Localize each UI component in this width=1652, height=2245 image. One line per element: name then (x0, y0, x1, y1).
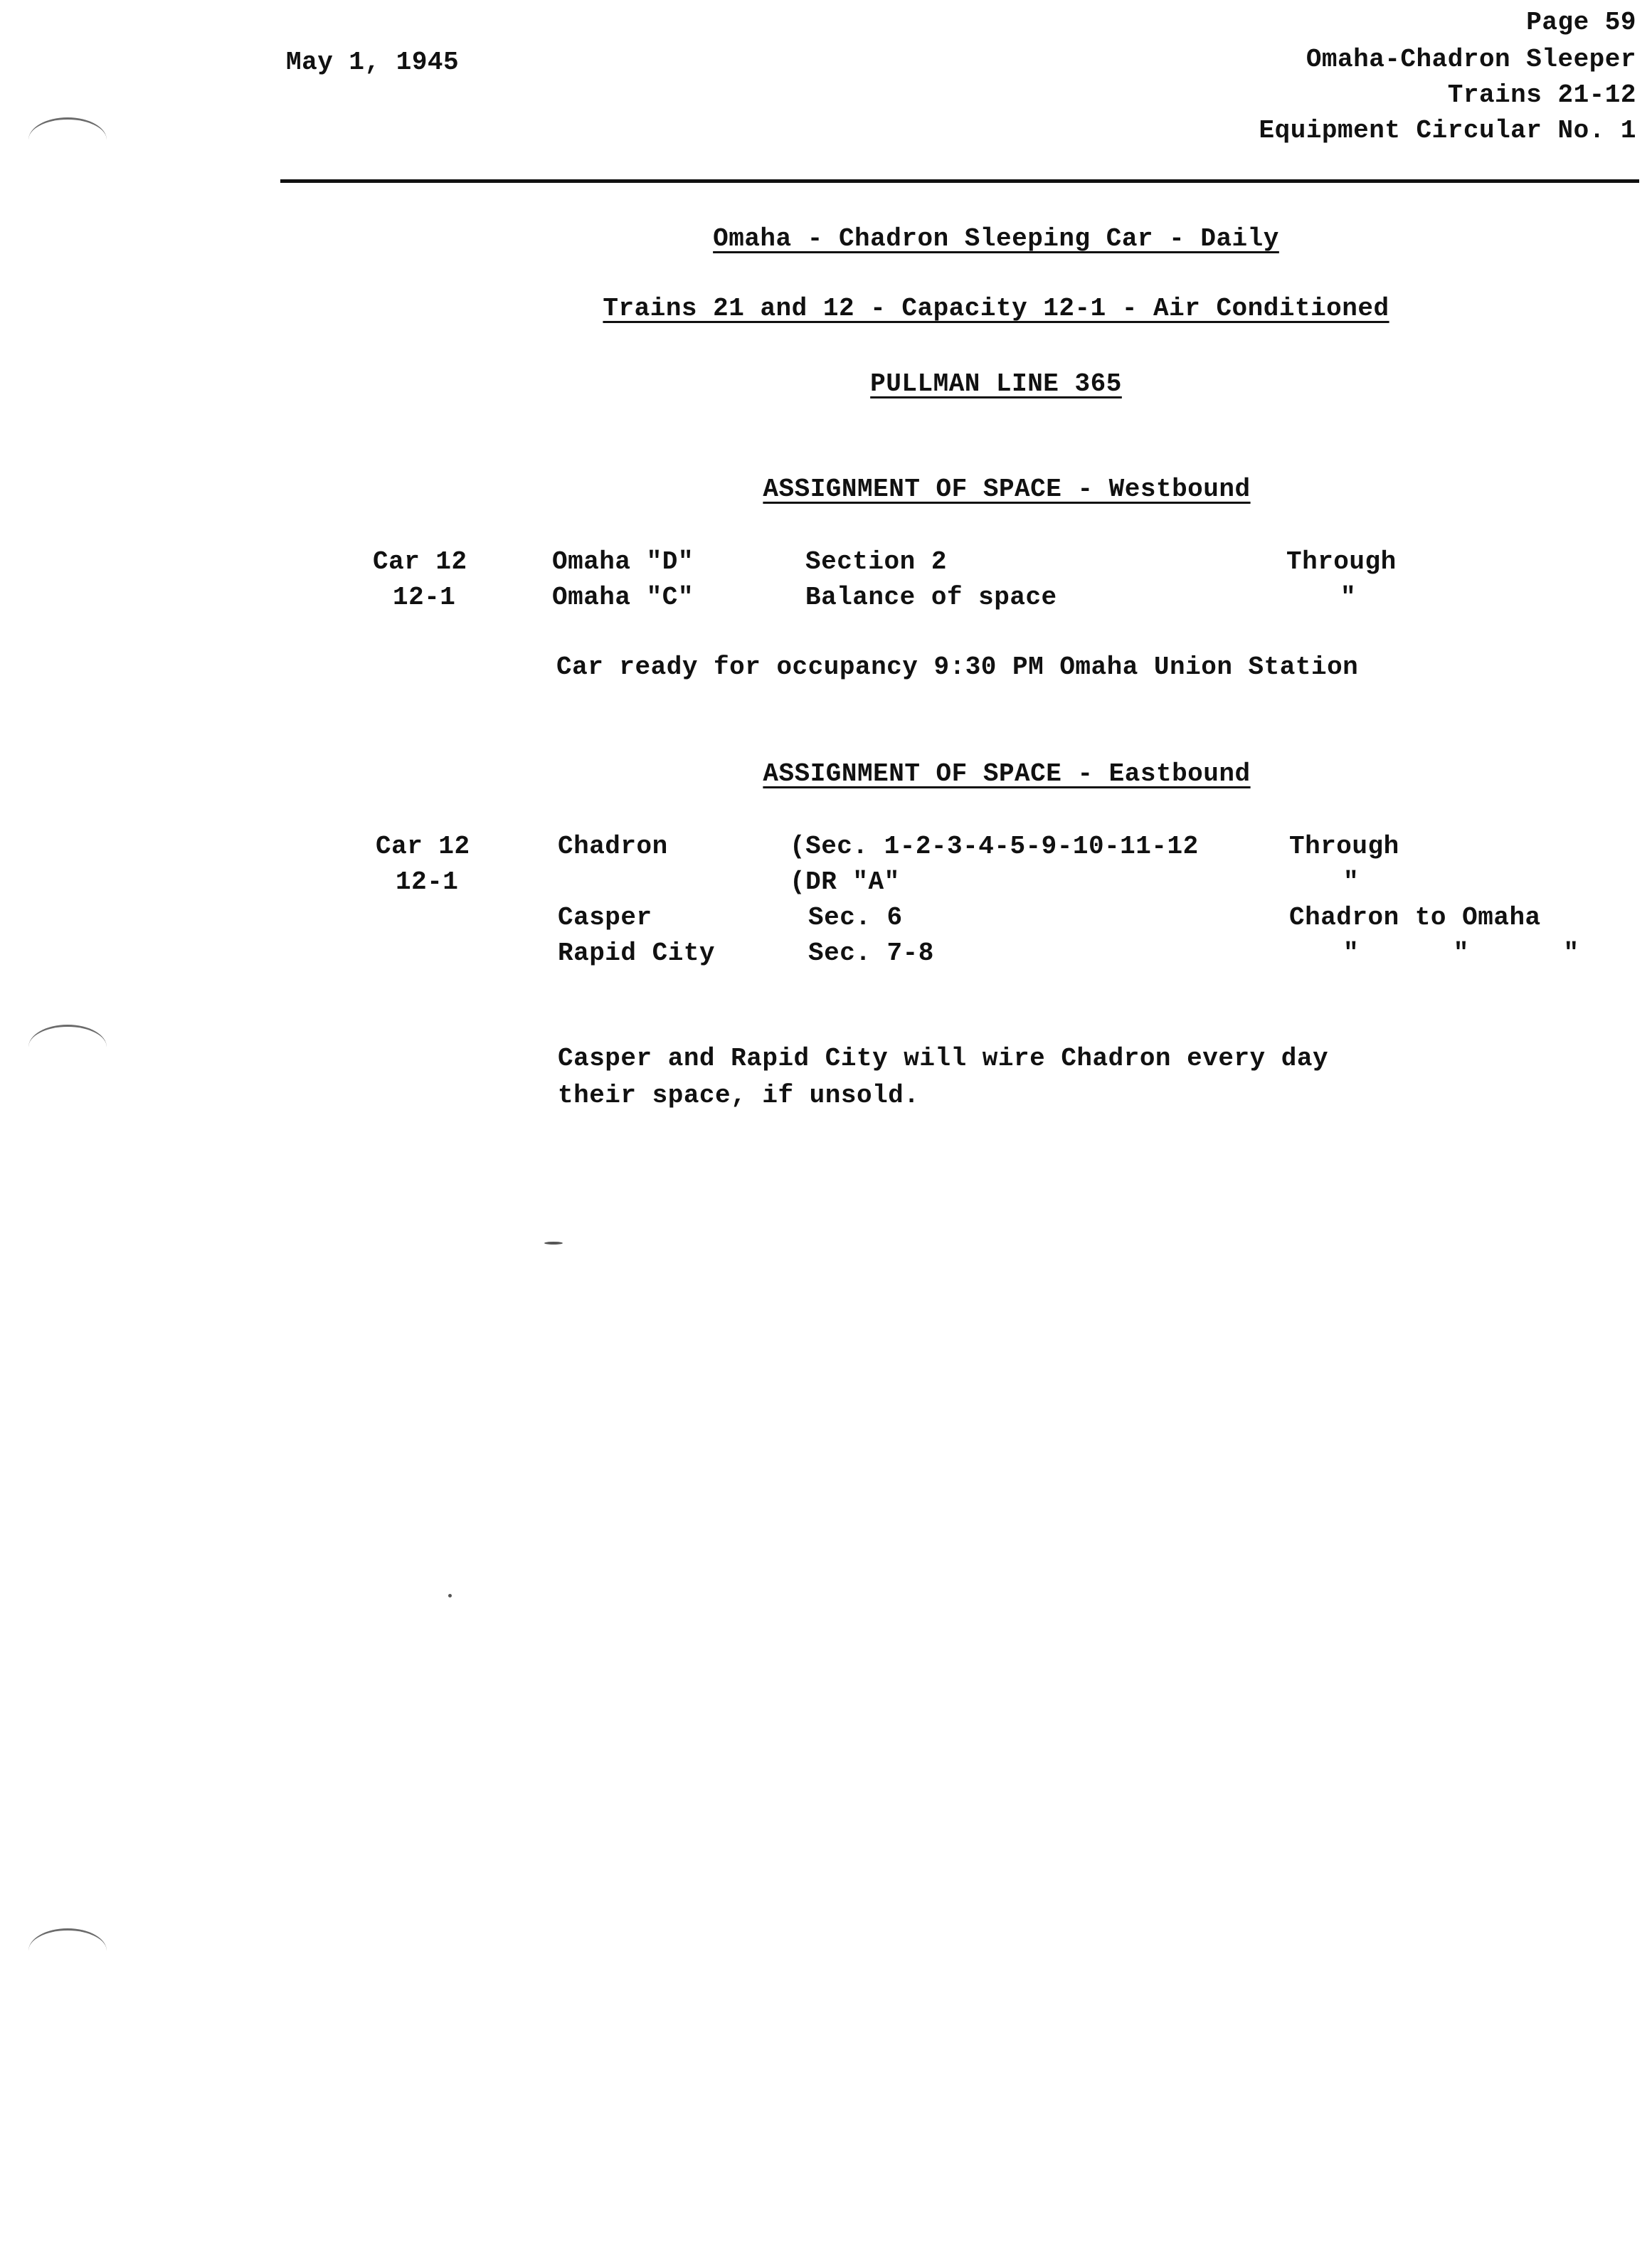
westbound-car-label: Car 12 (373, 547, 467, 576)
eastbound-row-route: Through (1289, 832, 1399, 861)
westbound-row-route: Through (1286, 547, 1397, 576)
westbound-row-route: " (1340, 583, 1357, 612)
westbound-row-space: Balance of space (805, 583, 1057, 612)
westbound-note: Car ready for occupancy 9:30 PM Omaha Union Station (556, 653, 1359, 682)
westbound-heading: ASSIGNMENT OF SPACE - Westbound (763, 475, 1251, 504)
eastbound-row-space: Sec. 7-8 (808, 939, 934, 968)
binder-hole-mark-middle (28, 1025, 107, 1069)
header-rule (280, 179, 1639, 183)
eastbound-row-space: Sec. 6 (808, 903, 903, 932)
eastbound-row-route: Chadron to Omaha (1289, 903, 1541, 932)
title-sleeping-car: Omaha - Chadron Sleeping Car - Daily (713, 224, 1279, 253)
westbound-row-origin: Omaha "C" (552, 583, 694, 612)
eastbound-heading: ASSIGNMENT OF SPACE - Eastbound (763, 759, 1251, 788)
eastbound-row-space: (Sec. 1-2-3-4-5-9-10-11-12 (790, 832, 1199, 861)
binder-hole-mark-bottom (28, 1928, 107, 1973)
westbound-row-space: Section 2 (805, 547, 947, 576)
eastbound-row-route: " " " (1343, 939, 1579, 968)
title-trains-capacity: Trains 21 and 12 - Capacity 12-1 - Air Conditioned (603, 294, 1389, 323)
eastbound-note-line1: Casper and Rapid City will wire Chadron every day (558, 1044, 1329, 1073)
document-date: May 1, 1945 (286, 48, 460, 77)
page-number: Page 59 (1526, 8, 1636, 37)
scan-speck (544, 1242, 563, 1245)
eastbound-row-route: " (1343, 867, 1360, 897)
westbound-car-type: 12-1 (393, 583, 456, 612)
eastbound-row-origin: Rapid City (558, 939, 716, 968)
scan-speck (448, 1594, 452, 1597)
title-pullman-line: PULLMAN LINE 365 (870, 369, 1122, 398)
header-trains: Trains 21-12 (1447, 80, 1636, 110)
header-circular: Equipment Circular No. 1 (1259, 116, 1636, 145)
eastbound-car-label: Car 12 (376, 832, 470, 861)
eastbound-note-line2: their space, if unsold. (558, 1081, 920, 1110)
eastbound-row-space: (DR "A" (790, 867, 900, 897)
eastbound-row-origin: Chadron (558, 832, 668, 861)
westbound-row-origin: Omaha "D" (552, 547, 694, 576)
eastbound-row-origin: Casper (558, 903, 652, 932)
binder-hole-mark-top (28, 117, 107, 162)
eastbound-car-type: 12-1 (396, 867, 459, 897)
header-route: Omaha-Chadron Sleeper (1306, 45, 1636, 74)
